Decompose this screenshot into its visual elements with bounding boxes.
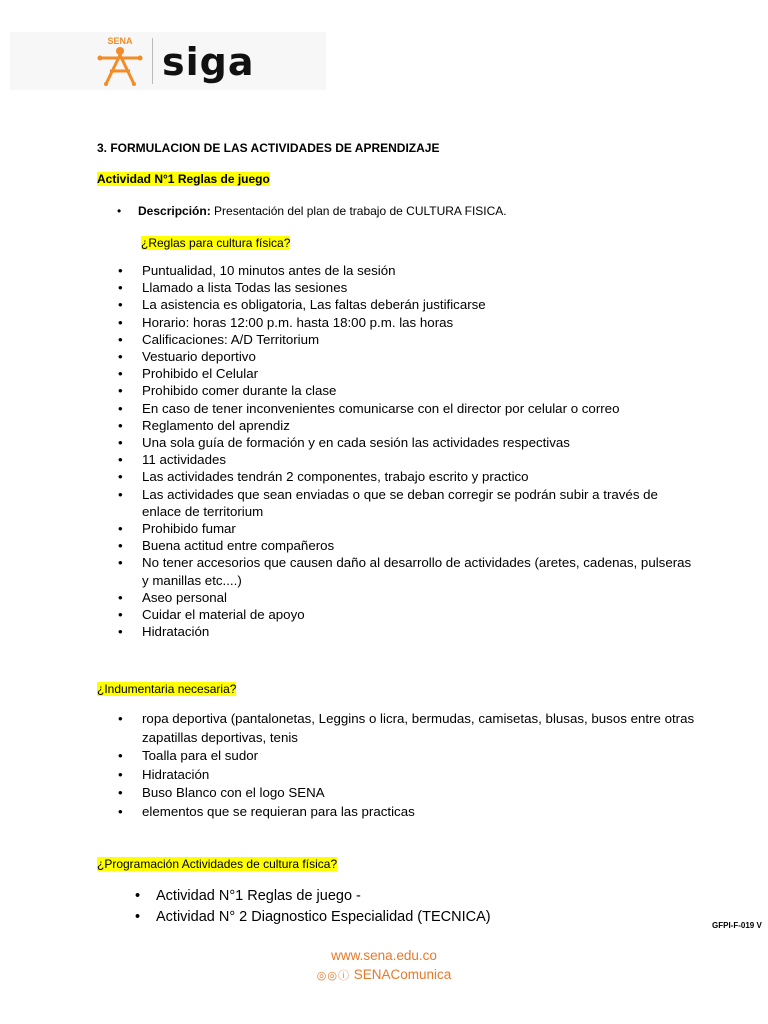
rule-item — [118, 296, 698, 313]
rule-item-text: Aseo personal — [142, 589, 228, 605]
bullet-icon: • — [118, 607, 123, 623]
rule-item — [118, 348, 698, 365]
description-label: Descripción: — [138, 204, 211, 218]
bullet-icon: • — [118, 331, 123, 347]
clothing-item — [118, 803, 698, 822]
bullet-icon: • — [118, 538, 123, 554]
bullet-icon: • — [118, 435, 123, 451]
clothing-item-text: Toalla para el sudor — [142, 748, 259, 763]
rule-item — [118, 623, 698, 640]
rule-item — [118, 262, 698, 279]
clothing-item-text: Hidratación — [142, 766, 210, 782]
rule-item-text: No tener accesorios que causen daño al desarrollo de actividades (aretes, cadenas, pulseras y manillas etc....) — [142, 555, 692, 588]
bullet-icon: • — [118, 748, 123, 763]
programming-list — [135, 886, 695, 928]
bullet-icon: • — [118, 417, 123, 433]
bullet-icon: • — [118, 803, 123, 819]
bullet-icon: • — [118, 297, 123, 313]
clothing-item — [118, 766, 698, 785]
rule-item-text: Las actividades que sean enviadas o que se deban corregir se podrán subir a través de enlace de territorium — [142, 486, 658, 519]
rule-item-text: Prohibido fumar — [142, 521, 236, 537]
bullet-icon: • — [118, 400, 123, 416]
sena-logo-text: SENA — [107, 36, 133, 46]
rule-item-text: Las actividades tendrán 2 componentes, trabajo escrito y practico — [142, 469, 529, 485]
rule-item-text: Llamado a lista Todas las sesiones — [142, 280, 348, 296]
bullet-icon: • — [135, 909, 141, 925]
document-code: GFPI-F-019 V — [712, 921, 762, 930]
rule-item — [118, 589, 698, 606]
rule-item-text: Reglamento del aprendiz — [142, 417, 290, 433]
clothing-item — [118, 710, 698, 747]
facebook-icon: ⓘ — [337, 970, 349, 982]
rule-item-text: Calificaciones: A/D Territorium — [142, 331, 320, 347]
bullet-icon: • — [118, 785, 123, 800]
siga-logo-text: siga — [162, 40, 255, 84]
bullet-icon: • — [118, 766, 123, 782]
bullet-icon: • — [118, 263, 123, 278]
rule-item-text: Hidratación — [142, 624, 210, 640]
clothing-list — [118, 710, 698, 821]
rule-item — [118, 606, 698, 623]
rule-item — [118, 434, 698, 451]
sena-logo-icon — [96, 34, 144, 86]
rules-question-text: ¿Reglas para cultura física? — [141, 236, 291, 250]
rule-item-text: La asistencia es obligatoria, Las faltas deberán justificarse — [142, 297, 486, 313]
rule-item — [118, 468, 698, 485]
rule-item — [118, 382, 698, 399]
bullet-icon: • — [135, 888, 141, 904]
rule-item — [118, 279, 698, 296]
bullet-icon: • — [118, 521, 123, 537]
rule-item-text: Puntualidad, 10 minutos antes de la sesión — [142, 263, 396, 278]
rule-item — [118, 400, 698, 417]
clothing-item-text: ropa deportiva (pantalonetas, Leggins o licra, bermudas, camisetas, blusas, busos entre otras zapatillas deportivas, tenis — [142, 711, 695, 745]
programming-item-text: Actividad N°1 Reglas de juego - — [156, 888, 361, 904]
programming-item — [135, 886, 695, 907]
programming-item-text: Actividad N° 2 Diagnostico Especialidad (TECNICA) — [156, 909, 491, 925]
rules-question — [141, 236, 290, 250]
clothing-item — [118, 747, 698, 766]
bullet-icon: • — [118, 486, 123, 502]
clothing-question-text: ¿Indumentaria necesaria? — [97, 682, 237, 696]
clothing-item — [118, 784, 698, 803]
rule-item-text: Prohibido el Celular — [142, 366, 259, 382]
clothing-item-text: elementos que se requieran para las practicas — [142, 803, 415, 819]
bullet-icon: • — [117, 204, 122, 218]
clothing-item-text: Buso Blanco con el logo SENA — [142, 785, 325, 800]
rule-item-text: En caso de tener inconvenientes comunicarse con el director por celular o correo — [142, 400, 620, 416]
rule-item — [118, 314, 698, 331]
twitter-icon: ◎ — [316, 970, 327, 982]
rule-item-text: 11 actividades — [142, 452, 227, 468]
activity-title — [97, 172, 270, 186]
rule-item — [118, 554, 698, 588]
description-value: Presentación del plan de trabajo de CULTURA FISICA. — [210, 204, 507, 218]
rule-item-text: Horario: horas 12:00 p.m. hasta 18:00 p.m. las horas — [142, 314, 454, 330]
rule-item — [118, 331, 698, 348]
rule-item-text: Cuidar el material de apoyo — [142, 607, 305, 623]
rule-item — [118, 451, 698, 468]
programming-question — [97, 857, 337, 871]
programming-question-text: ¿Programación Actividades de cultura física? — [97, 857, 338, 871]
rules-list — [118, 262, 698, 640]
rule-item — [118, 520, 698, 537]
rule-item-text: Prohibido comer durante la clase — [142, 383, 337, 399]
bullet-icon: • — [118, 383, 123, 399]
rule-item — [118, 365, 698, 382]
bullet-icon: • — [118, 452, 123, 468]
footer-url: www.sena.edu.co — [331, 948, 437, 963]
rule-item-text: Una sola guía de formación y en cada sesión las actividades respectivas — [142, 435, 570, 451]
bullet-icon: • — [118, 280, 123, 296]
bullet-icon: • — [118, 555, 123, 571]
rule-item-text: Buena actitud entre compañeros — [142, 538, 335, 554]
instagram-icon: ◎ — [327, 970, 337, 982]
bullet-icon: • — [118, 711, 123, 726]
bullet-icon: • — [118, 349, 123, 365]
description-text — [138, 204, 507, 218]
bullet-icon: • — [118, 624, 123, 640]
clothing-question — [97, 682, 236, 696]
footer-social-handle: SENAComunica — [353, 967, 452, 982]
footer-social — [0, 967, 768, 983]
bullet-icon: • — [118, 589, 123, 605]
bullet-icon: • — [118, 366, 123, 382]
rule-item — [118, 486, 698, 520]
rule-item — [118, 537, 698, 554]
bullet-icon: • — [118, 314, 123, 330]
programming-item — [135, 907, 695, 928]
rule-item-text: Vestuario deportivo — [142, 349, 256, 365]
rule-item — [118, 417, 698, 434]
bullet-icon: • — [118, 469, 123, 485]
logo-divider — [152, 38, 153, 84]
activity-title-text: Actividad N°1 Reglas de juego — [97, 172, 270, 186]
section-title: 3. FORMULACION DE LAS ACTIVIDADES DE APRENDIZAJE — [97, 141, 440, 155]
